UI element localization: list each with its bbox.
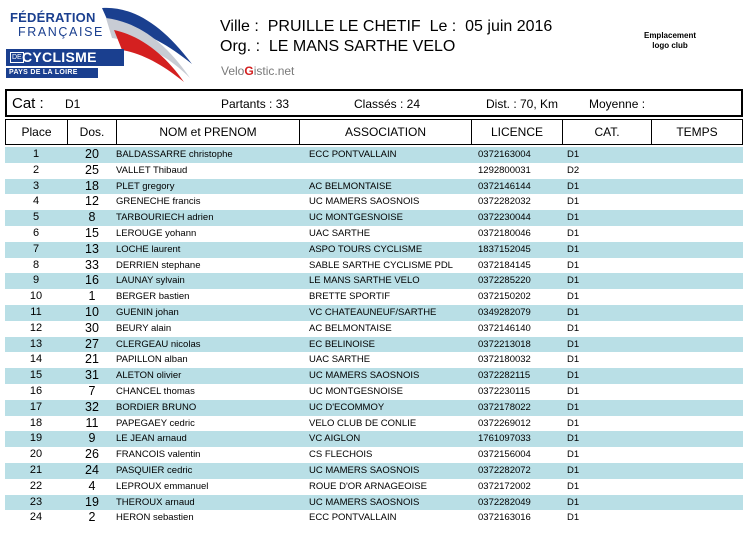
cell-association: AC BELMONTAISE xyxy=(309,180,392,192)
cell-association: UC MAMERS SAOSNOIS xyxy=(309,464,420,476)
cell-cat: D1 xyxy=(567,149,580,160)
cell-association: UC MAMERS SAOSNOIS xyxy=(309,496,420,508)
cell-place: 7 xyxy=(32,242,40,255)
cell-association: AC BELMONTAISE xyxy=(309,322,392,334)
cell-licence: 0372213018 xyxy=(478,338,531,350)
cell-nom: DERRIEN stephane xyxy=(116,259,201,271)
cell-nom: GUENIN johan xyxy=(116,306,179,318)
distance: Dist. : 70, Km xyxy=(486,97,559,111)
org-label: Org. : xyxy=(220,38,261,55)
cell-dos: 21 xyxy=(85,352,99,367)
cell-association: ROUE D'OR ARNAGEOISE xyxy=(309,480,427,492)
table-row xyxy=(5,416,743,432)
org-value: LE MANS SARTHE VELO xyxy=(268,38,456,55)
cell-nom: BORDIER BRUNO xyxy=(116,401,197,413)
cat-value: D1 xyxy=(65,97,81,111)
table-row xyxy=(5,431,743,447)
cell-association: VC AIGLON xyxy=(309,433,361,445)
brand-part-c: istic.net xyxy=(253,64,295,78)
table-header xyxy=(5,119,743,145)
cell-dos: 26 xyxy=(85,447,99,462)
logo-line2: FRANÇAISE xyxy=(18,25,104,39)
col-cat: CAT. xyxy=(562,119,652,145)
cell-dos: 8 xyxy=(88,210,96,225)
ville-value: PRUILLE LE CHETIF xyxy=(267,18,421,35)
cell-dos: 25 xyxy=(85,162,99,177)
cell-place: 16 xyxy=(29,384,43,397)
cell-cat: D1 xyxy=(567,227,580,239)
cell-cat: D1 xyxy=(567,417,580,429)
table-row xyxy=(5,242,743,258)
ffc-logo xyxy=(6,4,196,86)
cell-association: UC D'ECOMMOY xyxy=(309,401,385,413)
cell-dos: 16 xyxy=(85,273,99,288)
cell-nom: BERGER bastien xyxy=(116,291,190,303)
logo-line3: CYCLISME xyxy=(22,49,97,65)
swoosh-icon xyxy=(92,4,202,84)
cell-dos: 10 xyxy=(85,304,99,319)
classes: Classés : 24 xyxy=(354,97,421,111)
logo-de: DE xyxy=(12,54,22,61)
date-label: Le : xyxy=(429,18,457,35)
emplacement-line1: Emplacement xyxy=(643,31,697,40)
cell-cat: D1 xyxy=(567,180,580,192)
table-row xyxy=(5,368,743,384)
cell-cat: D1 xyxy=(567,464,580,476)
cell-dos: 33 xyxy=(85,257,99,272)
cell-dos: 7 xyxy=(88,383,96,398)
cell-cat: D1 xyxy=(567,322,580,334)
cell-place: 8 xyxy=(32,258,40,271)
table-row xyxy=(5,179,743,195)
table-row xyxy=(5,289,743,305)
col-association: ASSOCIATION xyxy=(299,119,472,145)
cell-licence: 0372146140 xyxy=(478,322,531,334)
cell-place: 6 xyxy=(32,226,40,239)
cell-cat: D2 xyxy=(567,164,580,176)
brand-part-b: G xyxy=(244,64,254,78)
cell-place: 4 xyxy=(32,195,40,208)
table-row xyxy=(5,384,743,400)
cell-nom: PAPEGAEY cedric xyxy=(116,417,195,429)
table-row xyxy=(5,337,743,353)
table-row xyxy=(5,147,743,163)
cell-dos: 19 xyxy=(85,494,99,509)
cell-dos: 27 xyxy=(85,336,99,351)
cell-nom: TARBOURIECH adrien xyxy=(116,212,214,224)
cell-nom: FRANCOIS valentin xyxy=(116,449,201,461)
cell-association: VELO CLUB DE CONLIE xyxy=(309,417,417,429)
table-row xyxy=(5,258,743,274)
results-table-body xyxy=(5,147,743,526)
table-row xyxy=(5,163,743,179)
moyenne: Moyenne : xyxy=(589,97,646,111)
cell-licence: 0372184145 xyxy=(478,259,531,271)
cell-nom: LE JEAN arnaud xyxy=(116,433,187,445)
cell-licence: 0372180032 xyxy=(478,354,531,366)
velogistic-brand xyxy=(221,64,294,78)
cell-place: 23 xyxy=(29,495,43,508)
cell-nom: LAUNAY sylvain xyxy=(116,275,185,287)
cell-nom: LEPROUX emmanuel xyxy=(116,480,209,492)
cell-cat: D1 xyxy=(567,354,580,366)
cell-cat: D1 xyxy=(567,512,580,524)
cell-licence: 0372230115 xyxy=(478,385,531,397)
cell-dos: 18 xyxy=(85,178,99,193)
cell-licence: 0372146144 xyxy=(478,180,531,192)
cell-place: 10 xyxy=(29,290,43,303)
cell-place: 1 xyxy=(32,148,40,160)
cell-place: 5 xyxy=(32,211,40,224)
table-row xyxy=(5,305,743,321)
cell-association: LE MANS SARTHE VELO xyxy=(309,275,420,287)
cell-cat: D1 xyxy=(567,496,580,508)
org-line xyxy=(220,38,455,56)
cell-licence: 0372282115 xyxy=(478,370,531,382)
cell-cat: D1 xyxy=(567,196,580,208)
cell-nom: PAPILLON alban xyxy=(116,354,188,366)
cell-dos: 13 xyxy=(85,241,99,256)
cell-cat: D1 xyxy=(567,385,580,397)
cell-licence: 0372163016 xyxy=(478,512,531,524)
table-row xyxy=(5,321,743,337)
cat-label: Cat : xyxy=(12,95,44,112)
cell-cat: D1 xyxy=(567,212,580,224)
col-temps: TEMPS xyxy=(651,119,743,145)
partants: Partants : 33 xyxy=(221,97,290,111)
club-logo-placeholder xyxy=(624,31,716,51)
cell-place: 14 xyxy=(29,353,43,366)
cell-nom: CLERGEAU nicolas xyxy=(116,338,201,350)
cell-cat: D1 xyxy=(567,401,580,413)
cell-cat: D1 xyxy=(567,306,580,318)
table-row xyxy=(5,510,743,526)
table-row xyxy=(5,210,743,226)
cell-association: SABLE SARTHE CYCLISME PDL xyxy=(309,259,453,271)
cell-nom: THEROUX arnaud xyxy=(116,496,195,508)
cell-licence: 1761097033 xyxy=(478,433,531,445)
date-value: 05 juin 2016 xyxy=(465,18,553,35)
cell-licence: 0372172002 xyxy=(478,480,531,492)
cell-licence: 0349282079 xyxy=(478,306,531,318)
cell-place: 20 xyxy=(29,448,43,461)
cell-nom: BALDASSARRE christophe xyxy=(116,149,233,160)
ville-label: Ville : xyxy=(220,18,259,35)
cell-dos: 2 xyxy=(88,510,96,525)
col-dos: Dos. xyxy=(67,119,117,145)
cell-cat: D1 xyxy=(567,243,580,255)
cell-dos: 32 xyxy=(85,399,99,414)
cell-dos: 12 xyxy=(85,194,99,209)
cell-licence: 0372180046 xyxy=(478,227,531,239)
cell-dos: 15 xyxy=(85,225,99,240)
cell-place: 13 xyxy=(29,337,43,350)
cell-dos: 11 xyxy=(85,415,99,430)
cell-licence: 0372282032 xyxy=(478,196,531,208)
cell-nom: ALETON olivier xyxy=(116,370,182,382)
cell-association: UC MAMERS SAOSNOIS xyxy=(309,370,420,382)
cell-dos: 31 xyxy=(85,368,99,383)
cell-dos: 20 xyxy=(85,147,99,161)
cell-dos: 1 xyxy=(88,289,96,304)
col-licence: LICENCE xyxy=(471,119,563,145)
cell-dos: 4 xyxy=(88,478,96,493)
cell-cat: D1 xyxy=(567,370,580,382)
cell-place: 24 xyxy=(29,511,43,524)
cell-cat: D1 xyxy=(567,480,580,492)
cell-place: 9 xyxy=(32,274,40,287)
cell-dos: 24 xyxy=(85,462,99,477)
logo-line1: FÉDÉRATION xyxy=(10,10,96,25)
brand-part-a: Velo xyxy=(221,64,245,78)
cell-licence: 0372150202 xyxy=(478,291,531,303)
cell-association: BRETTE SPORTIF xyxy=(309,291,391,303)
cell-cat: D1 xyxy=(567,433,580,445)
cell-place: 2 xyxy=(32,163,40,176)
cell-association: UAC SARTHE xyxy=(309,227,371,239)
cell-dos: 30 xyxy=(85,320,99,335)
cell-licence: 0372163004 xyxy=(478,149,531,160)
cell-nom: PLET gregory xyxy=(116,180,175,192)
cell-place: 21 xyxy=(29,463,43,476)
ville-line xyxy=(220,18,552,36)
cell-nom: GRENECHE francis xyxy=(116,196,201,208)
cell-association: EC BELINOISE xyxy=(309,338,375,350)
cell-licence: 0372230044 xyxy=(478,212,531,224)
cell-licence: 0372282049 xyxy=(478,496,531,508)
cell-place: 15 xyxy=(29,369,43,382)
cell-dos: 9 xyxy=(88,431,96,446)
cell-place: 18 xyxy=(29,416,43,429)
table-row xyxy=(5,463,743,479)
cell-association: ECC PONTVALLAIN xyxy=(309,512,397,524)
cell-nom: VALLET Thibaud xyxy=(116,164,188,176)
cell-cat: D1 xyxy=(567,275,580,287)
cell-licence: 1292800031 xyxy=(478,164,531,176)
emplacement-line2: logo club xyxy=(652,41,688,50)
cell-cat: D1 xyxy=(567,291,580,303)
cell-licence: 0372269012 xyxy=(478,417,531,429)
col-place: Place xyxy=(5,119,68,145)
cell-cat: D1 xyxy=(567,259,580,271)
cell-licence: 0372285220 xyxy=(478,275,531,287)
cell-nom: LOCHE laurent xyxy=(116,243,181,255)
cell-licence: 0372282072 xyxy=(478,464,531,476)
cell-place: 11 xyxy=(30,305,42,318)
table-row xyxy=(5,400,743,416)
cell-place: 19 xyxy=(29,432,43,445)
cell-association: UC MAMERS SAOSNOIS xyxy=(309,196,420,208)
cell-nom: LEROUGE yohann xyxy=(116,227,197,239)
cell-association: UC MONTGESNOISE xyxy=(309,212,403,224)
cell-association: UC MONTGESNOISE xyxy=(309,385,403,397)
cell-licence: 0372178022 xyxy=(478,401,531,413)
cell-place: 3 xyxy=(32,179,40,192)
cell-licence: 0372156004 xyxy=(478,449,531,461)
col-nom: NOM et PRENOM xyxy=(116,119,300,145)
table-row xyxy=(5,273,743,289)
cell-licence: 1837152045 xyxy=(478,243,531,255)
cell-nom: PASQUIER cedric xyxy=(116,464,193,476)
cell-association: VC CHATEAUNEUF/SARTHE xyxy=(309,306,437,318)
table-row xyxy=(5,479,743,495)
cell-cat: D1 xyxy=(567,449,580,461)
cell-association: ASPO TOURS CYCLISME xyxy=(309,243,423,255)
table-row xyxy=(5,194,743,210)
table-row xyxy=(5,352,743,368)
cell-nom: HERON sebastien xyxy=(116,512,194,524)
cell-cat: D1 xyxy=(567,338,580,350)
cell-association: ECC PONTVALLAIN xyxy=(309,149,397,160)
cell-association: CS FLECHOIS xyxy=(309,449,373,461)
cell-nom: BEURY alain xyxy=(116,322,172,334)
race-info-bar xyxy=(5,89,743,117)
table-row xyxy=(5,447,743,463)
cell-place: 17 xyxy=(29,400,43,413)
cell-association: UAC SARTHE xyxy=(309,354,371,366)
table-row xyxy=(5,226,743,242)
cell-place: 22 xyxy=(29,479,43,492)
logo-region: PAYS DE LA LOIRE xyxy=(9,69,78,76)
cell-place: 12 xyxy=(29,321,43,334)
table-row xyxy=(5,495,743,511)
cell-nom: CHANCEL thomas xyxy=(116,385,195,397)
